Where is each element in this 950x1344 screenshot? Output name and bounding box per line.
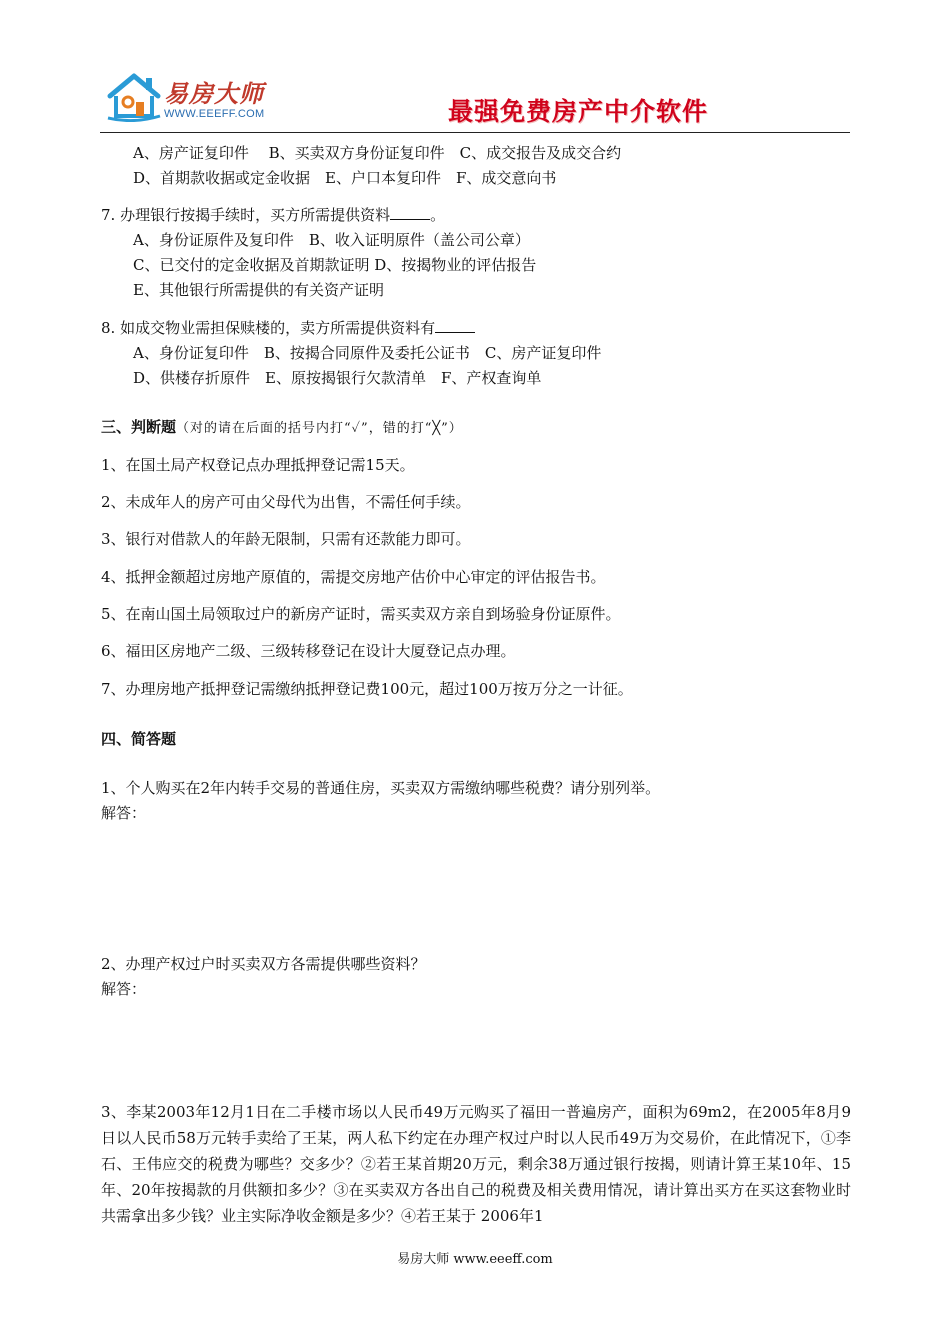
answer-label-1: 解答： — [101, 804, 147, 822]
answer-blank — [435, 318, 475, 333]
logo — [106, 68, 276, 128]
section-3-title: 三、判断题 — [101, 418, 177, 436]
judge-item-4: 4、抵押金额超过房地产原值的，需提交房地产估价中心审定的评估报告书。 — [101, 568, 606, 586]
q8-option-line-2: D、供楼存折原件 E、原按揭银行欠款清单 F、产权查询单 — [133, 369, 542, 387]
section-3-note: （对的请在后面的括号内打“✓”，错的打“╳”） — [176, 421, 463, 436]
short-question-3: 3、李某2003年12月1日在二手楼市场以人民币49万元购买了福田一普遍房产，面积为69m2，在2005年8月9日以人民币58万元转手卖给了王某，两人私下约定在办理产权过户时以人民币49万为交易价，在此情况下，①李石、王伟应交的税费为哪些？交多少？②若王某首期20万元，剩余38万通过银行按揭，则请计算王某10年、15年、20年按揭款的月供额扣多少？③在买卖双方各出自己的税费及相关费用情况，请计算出买方在买这套物业时共需拿出多少钱？业主实际净收金额是多少？④若王某于 2006年1 — [101, 1103, 851, 1225]
q6-options-line-2: D、首期款收据或定金收据 E、户口本复印件 F、成交意向书 — [133, 169, 557, 187]
section-4-title: 四、简答题 — [101, 730, 177, 748]
q7-stem: 7. 办理银行按揭手续时，买方所需提供资料 — [101, 206, 391, 224]
answer-label-2: 解答： — [101, 980, 147, 998]
judge-item-7: 7、办理房地产抵押登记需缴纳抵押登记费100元，超过100万按万分之一计征。 — [101, 680, 633, 698]
judge-item-5: 5、在南山国土局领取过户的新房产证时，需买卖双方亲自到场验身份证原件。 — [101, 605, 621, 623]
q7-option-line-1: A、身份证原件及复印件 B、收入证明原件（盖公司公章） — [133, 231, 530, 249]
judge-item-1: 1、在国土局产权登记点办理抵押登记需15天。 — [101, 456, 415, 474]
judge-item-3: 3、银行对借款人的年龄无限制，只需有还款能力即可。 — [101, 530, 471, 548]
judge-item-2: 2、未成年人的房产可由父母代为出售，不需任何手续。 — [101, 493, 471, 511]
judge-item-6: 6、福田区房地产二级、三级转移登记在设计大厦登记点办理。 — [101, 642, 516, 660]
page-footer: 易房大师 www.eeeff.com — [397, 1252, 553, 1267]
section-3-heading — [101, 417, 463, 439]
question-7 — [101, 205, 445, 225]
logo-url: WWW.EEEFF.COM — [164, 108, 265, 120]
question-8 — [101, 318, 475, 338]
q8-option-line-1: A、身份证复印件 B、按揭合同原件及委托公证书 C、房产证复印件 — [133, 344, 602, 362]
q8-stem: 8. 如成交物业需担保赎楼的，卖方所需提供资料有 — [101, 319, 436, 337]
q7-option-line-3: E、其他银行所需提供的有关资产证明 — [133, 281, 384, 299]
short-question-2: 2、办理产权过户时买卖双方各需提供哪些资料？ — [101, 955, 426, 973]
logo-text: 易房大师 — [164, 80, 264, 108]
q7-option-line-2: C、已交付的定金收据及首期款证明 D、按揭物业的评估报告 — [133, 256, 537, 274]
q7-stem-end: 。 — [430, 206, 446, 224]
page-header — [100, 62, 850, 133]
answer-blank — [390, 205, 430, 220]
q6-options-line-1: A、房产证复印件 B、买卖双方身份证复印件 C、成交报告及成交合约 — [133, 144, 622, 162]
slogan: 最强免费房产中介软件 — [447, 97, 708, 126]
house-logo-icon — [106, 72, 162, 122]
short-question-1: 1、个人购买在2年内转手交易的普通住房，买卖双方需缴纳哪些税费？请分别列举。 — [101, 779, 661, 797]
